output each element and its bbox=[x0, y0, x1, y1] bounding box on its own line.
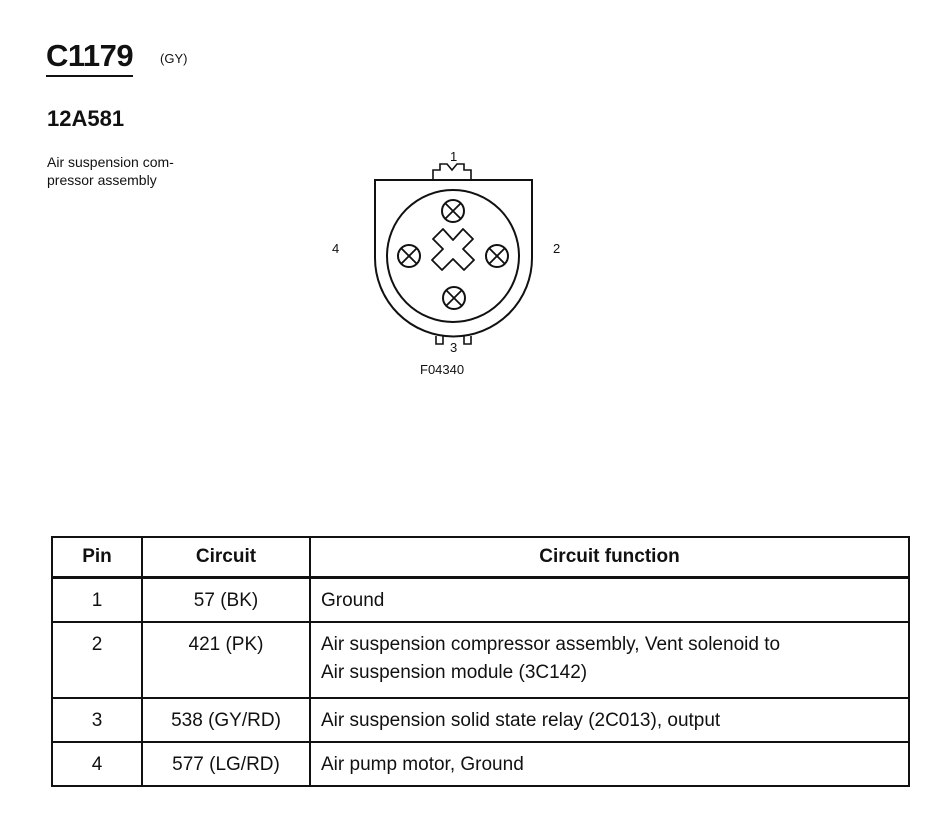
cell-circuit: 577 (LG/RD) bbox=[142, 742, 310, 786]
table-row bbox=[52, 698, 909, 742]
connector-id: C1179 bbox=[46, 38, 133, 77]
component-description bbox=[47, 153, 217, 189]
cell-function bbox=[310, 742, 909, 786]
pin-label-2: 2 bbox=[553, 241, 561, 256]
pin-1-terminal bbox=[442, 200, 464, 222]
connector-latch bbox=[433, 164, 471, 180]
connector-face-diagram bbox=[320, 140, 580, 390]
function-line: Ground bbox=[321, 590, 385, 611]
cell-function bbox=[310, 622, 909, 698]
table-row bbox=[52, 742, 909, 786]
connector-color: (GY) bbox=[160, 51, 188, 66]
bottom-tab-left bbox=[436, 336, 443, 344]
description-line-2: pressor assembly bbox=[47, 172, 157, 188]
function-line: Air suspension compressor assembly, Vent solenoid to bbox=[321, 634, 781, 655]
pin-3-terminal bbox=[443, 287, 465, 309]
function-line: Air pump motor, Ground bbox=[321, 754, 524, 775]
cell-pin: 3 bbox=[52, 698, 142, 742]
table-row bbox=[52, 578, 909, 623]
header-circuit-function: Circuit function bbox=[310, 537, 909, 578]
function-line: Air suspension solid state relay (2C013), output bbox=[321, 710, 721, 731]
cell-pin: 1 bbox=[52, 578, 142, 623]
pin-table bbox=[51, 536, 910, 787]
function-line: Air suspension module (3C142) bbox=[321, 662, 588, 683]
description-line-1: Air suspension com- bbox=[47, 154, 174, 170]
pin-label-1: 1 bbox=[450, 149, 458, 164]
bottom-tab-right bbox=[464, 336, 471, 344]
table-row bbox=[52, 622, 909, 698]
cell-pin: 4 bbox=[52, 742, 142, 786]
cell-function bbox=[310, 698, 909, 742]
pin-2-terminal bbox=[486, 245, 508, 267]
center-key bbox=[432, 229, 474, 270]
table-header-row bbox=[52, 537, 909, 578]
cell-function bbox=[310, 578, 909, 623]
cell-circuit: 538 (GY/RD) bbox=[142, 698, 310, 742]
header-circuit: Circuit bbox=[142, 537, 310, 578]
cell-circuit: 421 (PK) bbox=[142, 622, 310, 698]
figure-id: F04340 bbox=[420, 362, 465, 377]
cell-circuit: 57 (BK) bbox=[142, 578, 310, 623]
pin-4-terminal bbox=[398, 245, 420, 267]
header-pin: Pin bbox=[52, 537, 142, 578]
part-number: 12A581 bbox=[47, 106, 125, 131]
pin-label-3: 3 bbox=[450, 340, 458, 355]
cell-pin: 2 bbox=[52, 622, 142, 698]
pin-label-4: 4 bbox=[332, 241, 340, 256]
